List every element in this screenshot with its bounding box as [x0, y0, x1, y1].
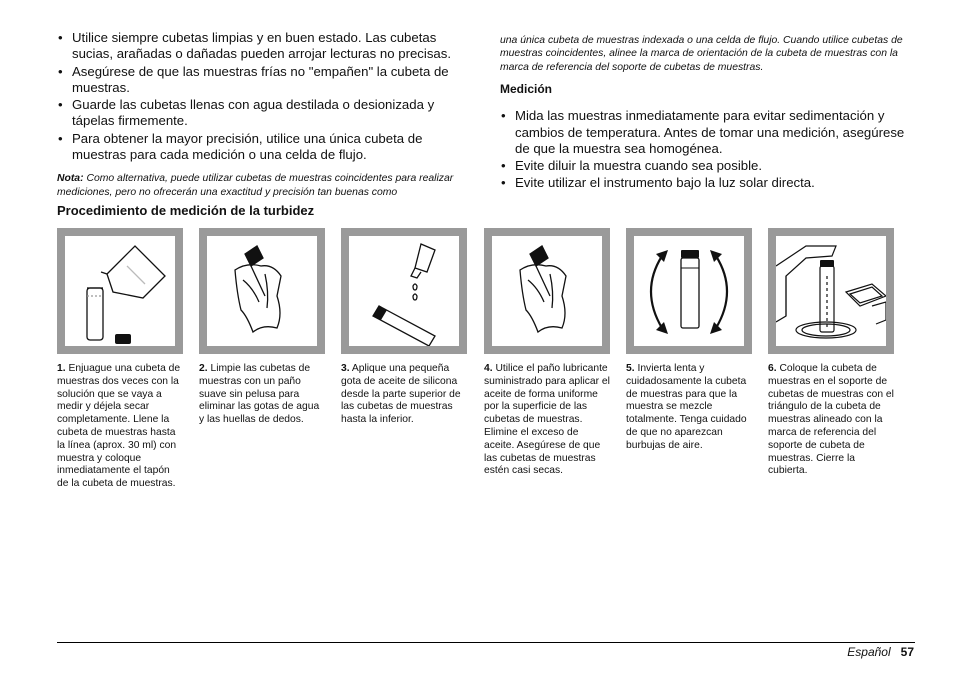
footer-divider [57, 642, 915, 643]
list-item: • Evite utilizar el instrumento bajo la luz solar directa. [500, 175, 914, 191]
measurement-heading: Medición [500, 82, 553, 97]
step-1-text [57, 363, 183, 491]
beaker-pour-icon [65, 236, 175, 346]
note-text-left: Como alternativa, puede utilizar cubetas de muestras coincidentes para realizar mediciones, pero no ofrecerán una exactitud y precisión tan buenas como [57, 173, 454, 198]
list-item: • Asegúrese de que las muestras frías no "empañen" la cubeta de muestras. [57, 64, 471, 97]
note-paragraph [57, 172, 471, 199]
section-title: Procedimiento de medición de la turbidez [57, 203, 315, 218]
list-item: • Mida las muestras inmediatamente para evitar sedimentación y cambios de temperatura. Antes de tomar una medición, asegúrese de que la muestra sea homogénea. [500, 108, 914, 157]
step-number: 5. [626, 363, 635, 374]
cloth-wipe-icon [492, 236, 602, 346]
step-number: 6. [768, 363, 777, 374]
step-3 [341, 228, 467, 427]
step-description: Invierta lenta y cuidadosamente la cubeta de muestras para que la muestra se mezcle totalmente. Tenga cuidado de que no aparezcan burbujas de aire. [626, 363, 747, 451]
left-column [57, 30, 471, 210]
oil-drop-icon [349, 236, 459, 346]
step-number: 3. [341, 363, 350, 374]
cloth-wipe-icon [207, 236, 317, 346]
step-description: Coloque la cubeta de muestras en el soporte de cubetas de muestras con el triángulo de la cubeta de muestras alineado con la marca de referencia del soporte de cubeta de muestras. Cierre la cubierta. [768, 363, 894, 477]
list-item: • Para obtener la mayor precisión, utilice una única cubeta de muestras para cada medición o una celda de flujo. [57, 131, 471, 164]
right-column [500, 34, 914, 193]
step-6-illustration [768, 228, 894, 354]
step-4 [484, 228, 610, 478]
list-item: • Utilice siempre cubetas limpias y en buen estado. Las cubetas sucias, arañadas o dañadas pueden arrojar lecturas no precisas. [57, 30, 471, 63]
footer-language: Español [847, 645, 891, 659]
step-2-text [199, 363, 325, 427]
step-4-text [484, 363, 610, 478]
step-6-text [768, 363, 894, 478]
step-4-illustration [484, 228, 610, 354]
step-2-illustration [199, 228, 325, 354]
step-number: 2. [199, 363, 208, 374]
step-5 [626, 228, 752, 453]
step-description: Enjuague una cubeta de muestras dos veces con la solución que se vaya a medir y déjela secar completamente. Llene la cubeta de muestras hasta la línea (aprox. 30 ml) con muestra y coloque inmediatamente el tapón de la cubeta de muestras. [57, 363, 181, 490]
instrument-insert-icon [776, 236, 886, 346]
step-number: 1. [57, 363, 66, 374]
list-item: • Guarde las cubetas llenas con agua destilada o desionizada y tápelas firmemente. [57, 97, 471, 130]
page-footer [847, 645, 914, 659]
step-3-text [341, 363, 467, 427]
list-item: • Evite diluir la muestra cuando sea posible. [500, 158, 914, 174]
step-description: Aplique una pequeña gota de aceite de silicona desde la parte superior de las cubetas de muestras hasta la inferior. [341, 363, 461, 426]
step-1-illustration [57, 228, 183, 354]
step-5-illustration [626, 228, 752, 354]
invert-vial-icon [634, 236, 744, 346]
page-number: 57 [900, 645, 914, 659]
note-continuation: una única cubeta de muestras indexada o una celda de flujo. Cuando utilice cubetas de muestras coincidentes, alinee la marca de orientación de la cubeta de muestras con la marca de referencia del soporte de cubetas de muestras. [500, 35, 903, 73]
step-5-text [626, 363, 752, 453]
step-description: Limpie las cubetas de muestras con un paño suave sin pelusa para eliminar las gotas de agua y las huellas de dedos. [199, 363, 320, 426]
step-description: Utilice el paño lubricante suministrado para aplicar el aceite de forma uniforme por la superficie de las cubetas de muestras. Elimine el exceso de aceite. Asegúrese de que las cubetas de muestras estén casi secas. [484, 363, 610, 477]
measurement-list [500, 108, 914, 191]
step-3-illustration [341, 228, 467, 354]
note-label: Nota: [57, 173, 84, 185]
step-number: 4. [484, 363, 493, 374]
step-6 [768, 228, 894, 478]
step-2 [199, 228, 325, 427]
precautions-list [57, 30, 471, 163]
step-1 [57, 228, 183, 491]
